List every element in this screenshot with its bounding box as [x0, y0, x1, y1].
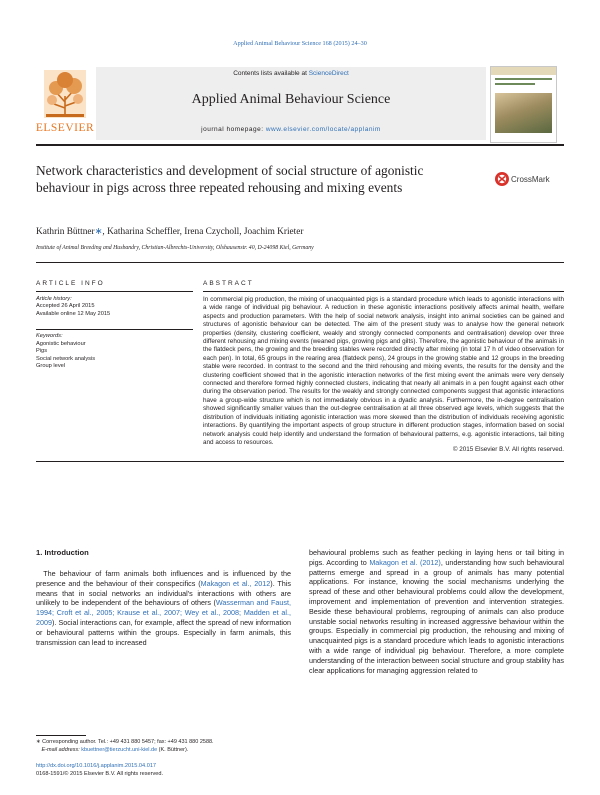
sciencedirect-link[interactable]: ScienceDirect — [308, 70, 349, 77]
doi-link[interactable]: http://dx.doi.org/10.1016/j.applanim.2015.04.017 — [36, 763, 157, 769]
crossmark-badge[interactable] — [494, 171, 558, 187]
history-label: Article history: — [36, 296, 72, 302]
citation-link[interactable]: Makagon et al., 2012 — [200, 578, 271, 588]
article-info-heading: ARTICLE INFO — [36, 280, 105, 287]
corresponding-author-mark[interactable]: ∗ — [94, 227, 103, 237]
cover-subtitle-bar — [495, 83, 535, 85]
svg-text:CrossMark: CrossMark — [511, 175, 550, 184]
author-first: Kathrin Büttner — [36, 227, 95, 237]
author-rest: , Katharina Scheffler, Irena Czycholl, Joachim Krieter — [102, 227, 304, 237]
footnote-rule — [36, 735, 86, 736]
article-history — [36, 296, 193, 318]
accepted-date: Accepted 26 April 2015 — [36, 303, 95, 310]
available-date: Available online 12 May 2015 — [36, 310, 111, 317]
contents-line — [96, 70, 486, 77]
article-title: Network characteristics and development of social structure of agonistic behaviour in pigs across three repeated rehousing and mixing events — [36, 163, 424, 195]
intro-paragraph — [36, 569, 291, 647]
email-link[interactable]: kbuettner@tierzucht.uni-kiel.de — [81, 746, 158, 753]
article-info-rule — [36, 291, 193, 292]
title-rule — [36, 262, 564, 263]
author-list — [36, 226, 564, 237]
text-run: ). Social interactions can, for example, affect the spread of new information or behavioural patterns within the groups. Especially in farm animals, this transmission can lead to increased — [36, 617, 291, 647]
cover-band — [491, 67, 556, 75]
homepage-label: journal homepage: — [201, 126, 266, 133]
body-column-left — [36, 569, 291, 647]
journal-citation[interactable]: Applied Animal Behaviour Science 168 (2015) 24–30 — [233, 40, 367, 47]
homepage-line — [96, 126, 486, 133]
keyword-item: Agonistic behaviour — [36, 340, 86, 347]
text-run: ). This means that in social networks an individual's interactions with others are unlikely to be independent of the behaviours of others ( — [36, 578, 291, 608]
corresponding-author-note: ∗ Corresponding author. Tel.: +49 431 880 5457; fax: +49 431 880 2588. — [36, 739, 214, 745]
body-column-right — [309, 548, 564, 675]
text-run: behavioural problems such as feather pecking in laying hens or tail biting in pigs. According to — [309, 548, 564, 567]
citation-link[interactable]: Wasserman and Faust, 1994; Croft et al., 2005; Krause et al., 2007; Wey et al., 2008; Madden et al., 2009 — [36, 598, 291, 627]
header-rule — [36, 144, 564, 146]
citation-link[interactable]: Makagon et al. (2012) — [369, 557, 441, 567]
email-label: E-mail address: — [41, 746, 82, 753]
homepage-link[interactable]: www.elsevier.com/locate/applanim — [265, 126, 381, 133]
introduction-heading: 1. Introduction — [36, 548, 89, 557]
keywords-rule — [36, 329, 193, 330]
crossmark-icon — [494, 171, 558, 187]
affiliation: Institute of Animal Breeding and Husbandry, Christian-Albrechts-University, Olshausenstr. 40, D-24098 Kiel, Germany — [36, 245, 314, 251]
cover-title-bar — [495, 78, 552, 80]
cover-image — [495, 93, 552, 133]
keyword-item: Group level — [36, 363, 66, 370]
footnote — [36, 739, 291, 754]
keyword-item: Social network analysis — [36, 355, 96, 362]
keyword-item: Pigs — [36, 348, 48, 355]
issn-line: 0168-1591/© 2015 Elsevier B.V. All rights reserved. — [36, 770, 164, 777]
keywords-label: Keywords: — [36, 333, 63, 339]
doi-block — [36, 763, 163, 779]
elsevier-wordmark: ELSEVIER — [35, 122, 95, 134]
email-name: (K. Büttner). — [157, 746, 189, 753]
abstract-heading: ABSTRACT — [203, 280, 254, 287]
journal-title: Applied Animal Behaviour Science — [191, 92, 391, 107]
contents-prefix: Contents lists available at — [233, 70, 309, 77]
abstract-copyright: © 2015 Elsevier B.V. All rights reserved. — [452, 446, 564, 453]
keywords — [36, 333, 193, 371]
text-run: , understanding how such behavioural patterns emerge and spread in a group of animals has many potential applications. For instance, knowing the social mechanisms underlying the spread of these and other behavioural problems could allow the development, improvement and implementation of prevention and intervention strategies. Beside these behavioural problems, regrouping of animals can also produce unstable social networks resulting in increased aggressive behaviour within the groups. Especially in commercial pig production, the rehousing and mixing of unacquainted pigs is a standard procedure which leads to agonistic interactions with a wide range of individual pig behaviour. Therefore, a more complete understanding of the interaction between social structure and group stability has clear applications for managing aggression related to — [309, 557, 564, 675]
abstract-body: In commercial pig production, the mixing of unacquainted pigs is a standard procedure which leads to agonistic interactions with a wide range of individual pig behaviour. A reduction in these agonistic interactions positively affects animal health, welfare aspects and production parameters. With the help of social network analysis, insight into animal societies can be gained and structures of agonistic behaviour can be detected. The aim of the present study was to analyse how the general network properties (density, clustering coefficient, weakly and strongly connected components and centralisation) develop over three different rehousing and mixing events (weaned pigs, growing pigs and gilts). Therefore, the agonistic behaviour of the animals in the flatdeck pens, the growing and the breeding stables were recorded directly after mixing (in total 17 h of video observation for each pen). In total, 65 groups in the rearing area (flatdeck pens), 24 groups in the growing stable and 12 groups in the breeding stable were recorded. In contrast to the second and the third rehousing and mixing events, the results for the density and the clustering coefficient showed that in the agonistic interaction networks of the first mixing event the animals were very densely connected and therefore formed highly connected clusters, indicating that nearly all animals in a pen fought against each other during the observation period. The results for the weakly and strongly connected components suggest that agonistic interactions have a group-wide structure which is not immediately obvious in a dyadic analysis. Furthermore, the in-degree centralisation showed significantly smaller values than the out-degree centralisation at all three observed age levels, which suggests that the distribution of individuals initiating agonistic interaction was more skewed than the distribution of individuals receiving agonistic interactions. By quantifying the important aspects of group structure in different production stages, information based on social network analysis could help identify and understand the formation of behavioural patterns, e.g. agonistic interactions, tail biting and access to resources. — [203, 296, 564, 446]
email-line — [36, 747, 291, 755]
abstract-rule — [203, 291, 564, 292]
text-run: The behaviour of farm animals both influences and is influenced by the presence and the behaviour of their conspecifics ( — [36, 569, 291, 588]
journal-cover-thumbnail[interactable] — [490, 66, 557, 143]
intro-paragraph-continued — [309, 548, 564, 675]
abstract-end-rule — [36, 461, 564, 462]
